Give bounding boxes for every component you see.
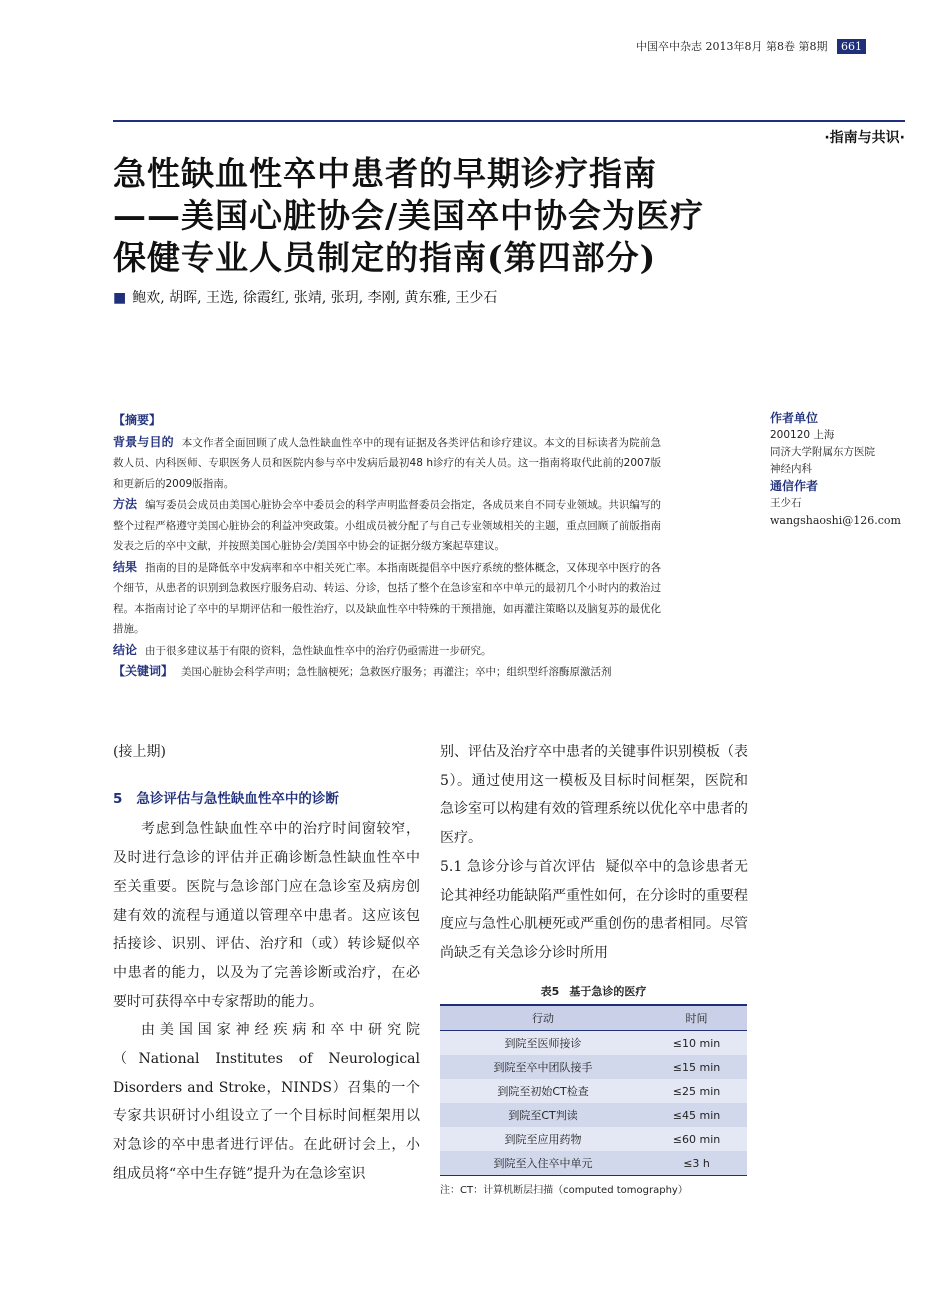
abstract-heading: 【摘要】 [113,413,162,427]
affiliation-label: 作者单位 [770,411,819,425]
section-tag: ·指南与共识· [824,130,905,146]
column-header-action: 行动 [440,1005,646,1031]
abstract-conclusion [113,640,661,662]
paragraph: 由美国国家神经疾病和卒中研究院（National Institutes of Neurological Disorders and Stroke，NINDS）召集的一个专家共识研讨小组设立了一个目标时间框架用以对急诊的卒中患者进行评估。在此研讨会上，小组成员将“卒中生存链”提升为在急诊室识 [113,1022,420,1182]
table-cell: 到院至CT判读 [508,1109,578,1122]
table-footnote: 注：CT：计算机断层扫描（computed tomography） [440,1185,688,1196]
article-title [113,153,813,279]
subsection-paragraph [440,853,748,968]
background-text: 本文作者全面回顾了成人急性缺血性卒中的现有证据及各类评估和诊疗建议。本文的目标读者为院前急救人员、内科医师、专职医务人员和医院内参与卒中发病后最初48 h诊疗的有关人员。这一指南将取代此前的2007版和更新后的2009版指南。 [113,436,661,490]
title-line-3: 保健专业人员制定的指南(第四部分) [113,238,657,277]
table-cell: 到院至医师接诊 [504,1037,582,1050]
continued-note: (接上期) [113,744,166,760]
running-header [636,38,866,54]
result-text: 指南的目的是降低卒中发病率和卒中相关死亡率。本指南既提倡卒中医疗系统的整体概念，又体现卒中医疗的各个细节，从患者的识别到急救医疗服务启动、转运、分诊，包括了整个在急诊室和卒中单元的最初几个小时内的救治过程。本指南讨论了卒中的早期评估和一般性治疗，以及缺血性卒中特殊的干预措施，如再灌注策略以及脑复苏的最优化措施。 [113,561,661,635]
affiliation-line: 神经内科 [770,463,812,475]
issue-date: 2013年8月 [705,40,763,53]
conclusion-label: 结论 [113,642,138,657]
section-number: 5 [113,790,123,807]
paragraph-text: 疑似卒中的急诊患者无论其神经功能缺陷严重性如何，在分诊时的重要程度应与急性心肌梗死或严重创伤的患者相同。尽管尚缺乏有关急诊分诊时所用 [440,858,749,961]
title-line-1: 急性缺血性卒中患者的早期诊疗指南 [113,154,657,193]
table-cell: ≤3 h [646,1151,747,1176]
table-caption [440,983,747,999]
body-column-right [440,738,748,968]
subsection-title: 急诊分诊与首次评估 [467,858,596,875]
abstract-keywords [113,661,661,683]
table-row [440,1127,747,1151]
conclusion-text: 由于很多建议基于有限的资料，急性缺血性卒中的治疗仍亟需进一步研究。 [145,644,492,657]
table-row [440,1079,747,1103]
table-title: 基于急诊的医疗 [569,985,647,998]
table-cell: 到院至应用药物 [504,1133,582,1146]
abstract-result [113,557,661,640]
author-list [113,287,497,307]
table-cell: ≤45 min [672,1108,721,1122]
section-title: 急诊评估与急性缺血性卒中的诊断 [136,790,339,807]
abstract-method [113,494,661,557]
author-info-sidebar [770,410,920,529]
table-cell: 到院至入住卒中单元 [440,1151,646,1176]
section-heading [113,785,420,814]
issue: 第8期 [798,40,828,53]
title-line-2: ——美国心脏协会/美国卒中协会为医疗 [113,196,705,235]
table-cell: ≤10 min [672,1036,721,1050]
table-cell: 到院至初始CT检查 [497,1085,589,1098]
affiliation-line: 200120 上海 [770,429,835,441]
background-label: 背景与目的 [113,434,174,449]
subsection-number: 5.1 [440,858,463,875]
abstract-background [113,432,661,495]
affiliation-line: 同济大学附属东方医院 [770,446,875,458]
table-cell: ≤60 min [672,1132,721,1146]
timeline-table [440,1004,747,1176]
keywords-label: 【关键词】 [113,664,174,678]
table-row [440,1055,747,1079]
email-link[interactable]: wangshaoshi@126.com [770,514,901,527]
table-row [440,1031,747,1056]
corresponding-name: 王少石 [770,497,802,509]
method-text: 编写委员会成员由美国心脏协会卒中委员会的科学声明监督委员会指定，各成员来自不同专业领域。共识编写的整个过程严格遵守美国心脏协会的利益冲突政策。小组成员被分配了与自己专业领域相关的主题，重点回顾了前版指南发表之后的卒中文献，并按照美国心脏协会/美国卒中协会的证据分级方案起草建议。 [113,499,661,552]
table-label: 表5 [540,985,560,998]
keywords-text: 美国心脏协会科学声明；急性脑梗死；急救医疗服务；再灌注；卒中；组织型纤溶酶原激活剂 [181,666,612,678]
table-cell: ≤25 min [672,1084,721,1098]
table-cell: 到院至卒中团队接手 [493,1061,593,1074]
method-label: 方法 [113,497,138,511]
journal-name: 中国卒中杂志 [636,40,702,53]
table-row [440,1151,747,1176]
paragraph: 别、评估及治疗卒中患者的关键事件识别模板（表5）。通过使用这一模板及目标时间框架，医院和急诊室可以构建有效的管理系统以优化卒中患者的医疗。 [440,744,748,847]
paragraph: 考虑到急性缺血性卒中的治疗时间窗较窄，及时进行急诊的评估并正确诊断急性缺血性卒中至关重要。医院与急诊部门应在急诊室及病房创建有效的流程与通道以管理卒中患者。这应该包括接诊、识别、评估、治疗和（或）转诊疑似卒中患者的能力，以及为了完善诊断或治疗，在必要时可获得卒中专家帮助的能力。 [113,821,420,1010]
column-header-time: 时间 [646,1005,747,1031]
result-label: 结果 [113,559,138,574]
table-cell: ≤15 min [672,1060,721,1074]
square-bullet-icon: ■ [113,290,127,306]
authors-text: 鲍欢, 胡晖, 王选, 徐霞红, 张靖, 张玥, 李刚, 黄东雅, 王少石 [132,290,498,306]
body-column-left [113,738,420,1189]
volume: 第8卷 [766,40,795,53]
header-rule [113,120,905,122]
table-header-row [440,1005,747,1031]
page-number: 661 [837,39,866,54]
table-row [440,1103,747,1127]
abstract [113,410,661,683]
corresponding-label: 通信作者 [770,479,819,493]
table-5 [440,983,747,1196]
